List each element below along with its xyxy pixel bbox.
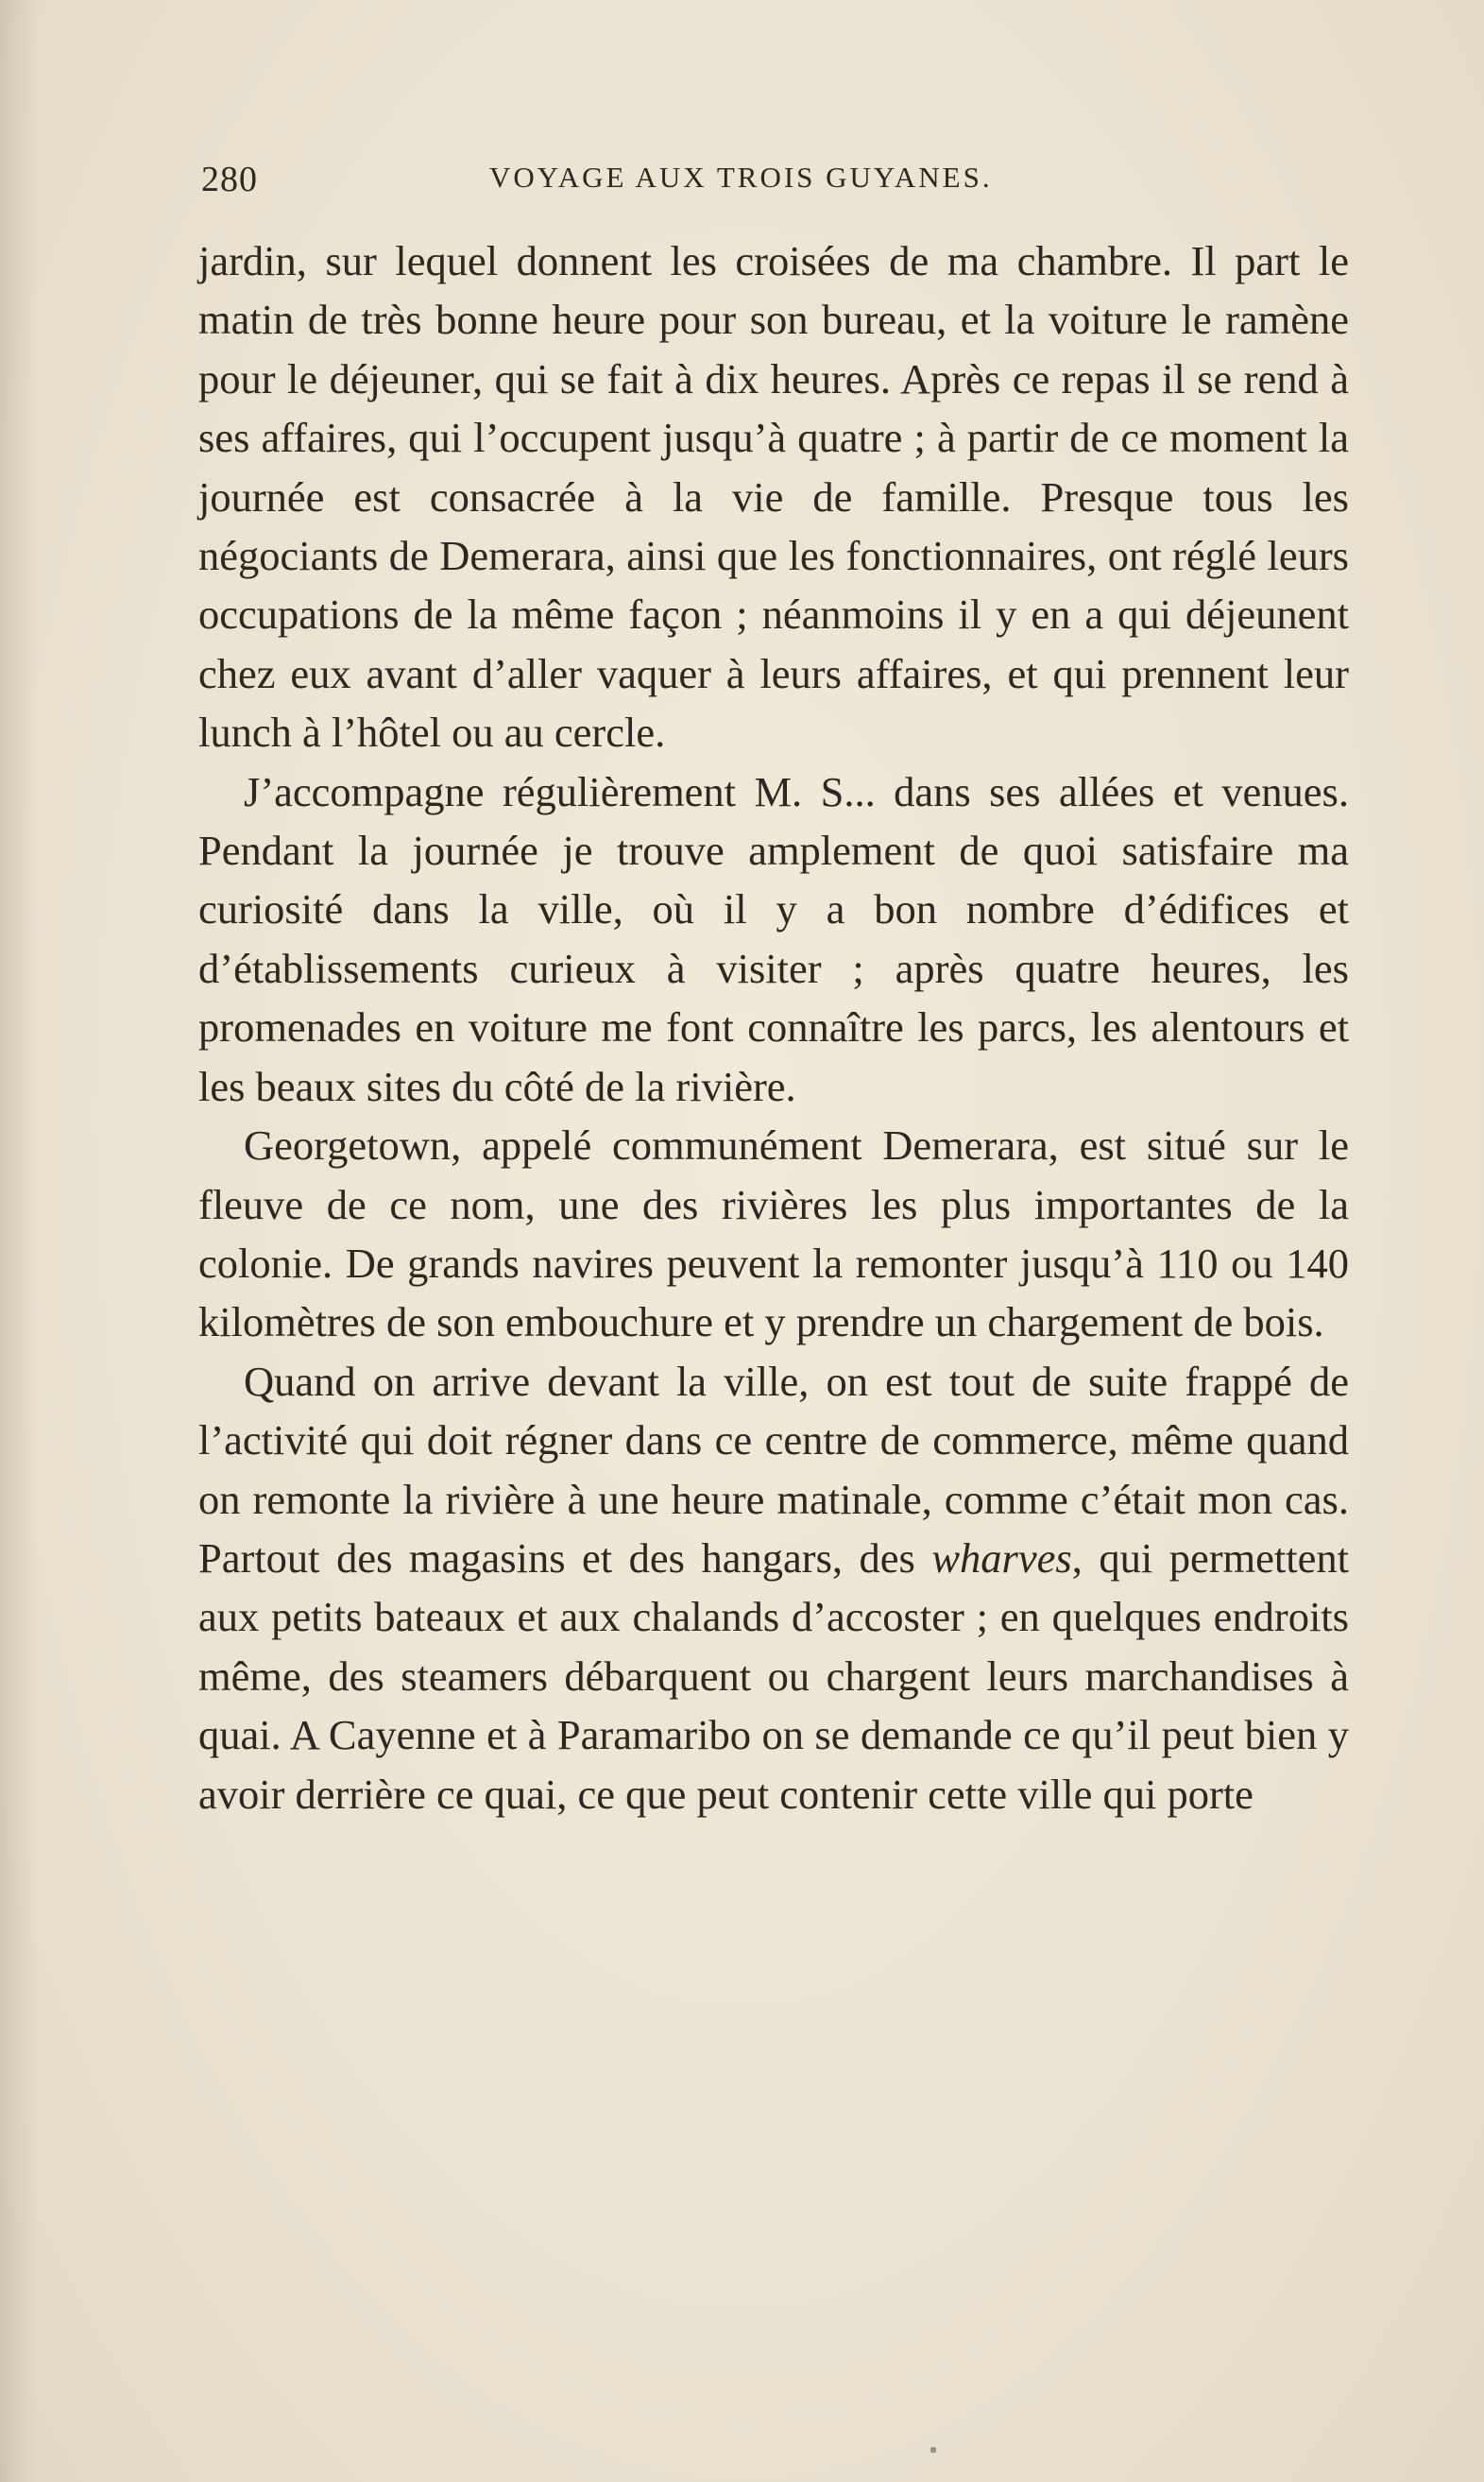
paragraph-4-italic-word: wharves (931, 1533, 1072, 1582)
paragraph-4-text-end: , qui permettent aux petits bateaux et aux chalands d’accoster ; en quelques endroits même, des steamers débarquent ou chargent leurs marchandises à quai. A Cayenne et à Paramaribo on se demande ce qu’il peut bien y avoir derrière ce quai, ce que peut contenir cette ville qui porte (198, 1533, 1350, 1818)
paragraph-1-text: jardin, sur lequel donnent les croisées de ma chambre. Il part le matin de très bonne heure pour son bureau, et la voiture le ramène pour le déjeuner, qui se fait à dix heures. Après ce repas il se rend à ses affaires, qui l’occupent jusqu’à quatre ; à partir de ce moment la journée est consacrée à la vie de famille. Presque tous les négociants de Demerara, ainsi que les fonctionnaires, ont réglé leurs occupations de la même façon ; néanmoins il y en a qui déjeunent chez eux avant d’aller vaquer à leurs affaires, et qui prennent leur lunch à l’hôtel ou au cercle. (198, 237, 1349, 757)
paragraph-2 (198, 762, 1349, 1116)
paragraph-3-text: Georgetown, appelé communément Demerara, est situé sur le fleuve de ce nom, une des rivières les plus importantes de la colonie. De grands navires peuvent la remonter jusqu’à 110 ou 140 kilomètres de son embouchure et y prendre un chargement de bois. (198, 1121, 1349, 1346)
paragraph-4 (198, 1352, 1349, 1823)
paragraph-2-text: J’accompagne régulièrement M. S... dans ses allées et venues. Pendant la journée je trouve amplement de quoi satisfaire ma curiosité dans la ville, où il y a bon nombre d’édifices et d’établissements curieux à visiter ; après quatre heures, les promenades en voiture me font connaître les parcs, les alentours et les beaux sites du côté de la rivière. (198, 767, 1349, 1110)
page-number: 280 (201, 160, 258, 199)
body-text (198, 231, 1349, 1823)
running-head (201, 159, 1344, 206)
paragraph-3 (198, 1116, 1349, 1352)
scan-speck (930, 2447, 936, 2453)
running-title: VOYAGE AUX TROIS GUYANES. (489, 161, 993, 194)
paragraph-1 (198, 231, 1349, 762)
paragraph-4-text-start: Quand on arrive devant la ville, on est tout de suite frappé de l’activité qui doit régner dans ce centre de commerce, même quand on remonte la rivière à une heure matinale, comme c’était mon cas. Partout des magasins et des hangars, des (198, 1357, 1349, 1582)
